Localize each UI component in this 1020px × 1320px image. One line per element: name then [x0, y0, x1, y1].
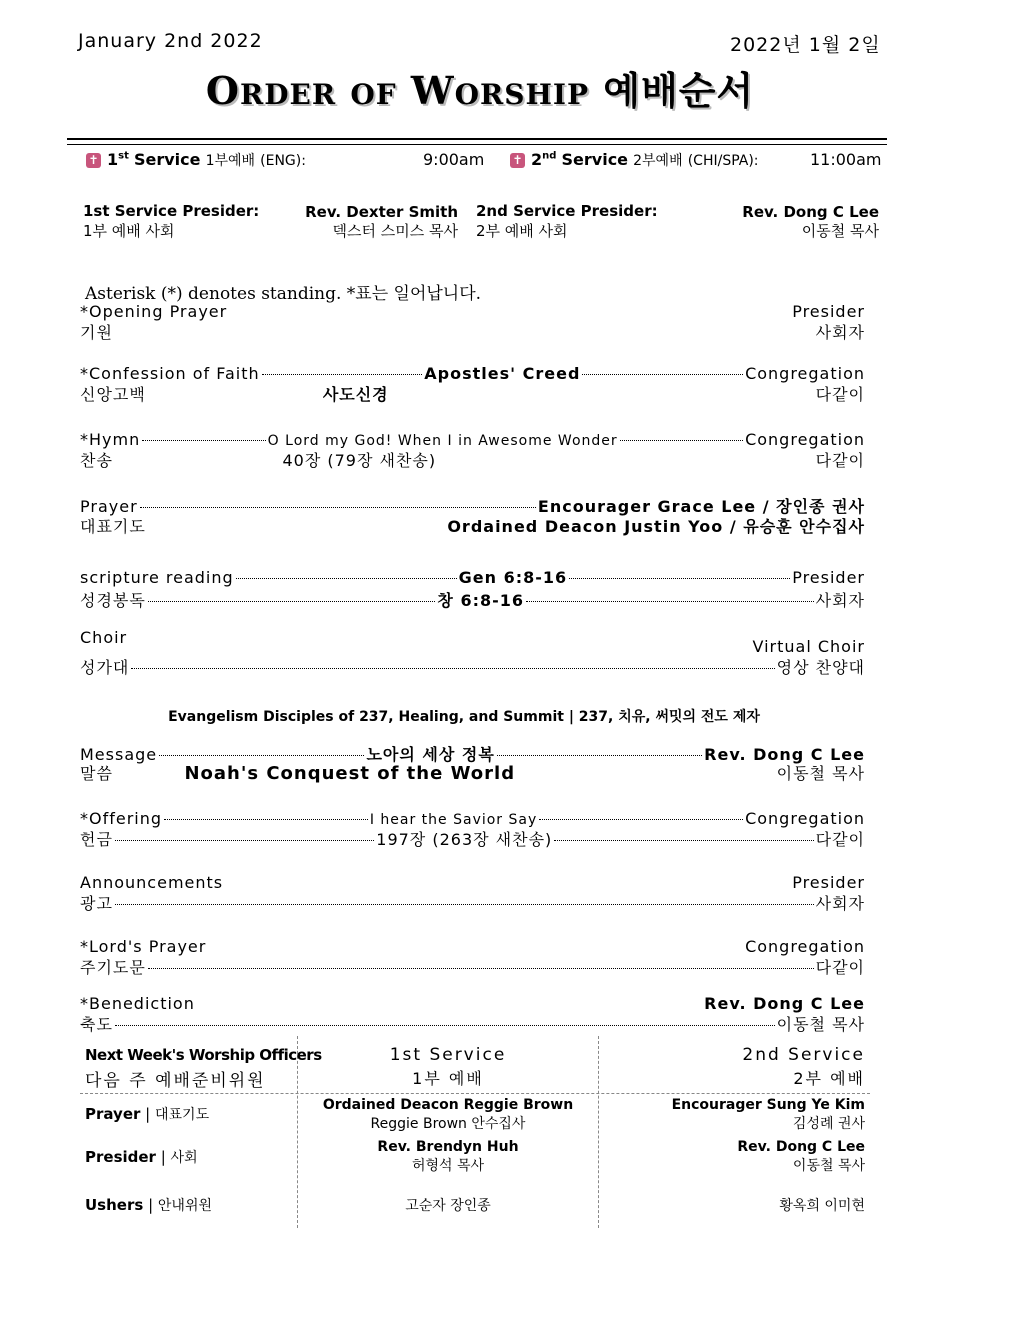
officers-row-label: Prayer | 대표기도: [85, 1105, 210, 1123]
order-scripture: scripture reading Gen 6:8-16 Presider 성경봉독 창 6:8-16 사회자: [80, 568, 865, 610]
officers-cell: Reggie Brown 안수집사: [370, 1116, 526, 1132]
officers-row-label: Ushers | 안내위원: [85, 1196, 212, 1214]
standing-note: Asterisk (*) denotes standing. *표는 일어납니다.: [85, 284, 482, 304]
cross-icon: ✝: [510, 153, 525, 168]
officers-col1-header: 1st Service: [389, 1045, 507, 1065]
second-presider-name-ko: 이동철 목사: [801, 222, 879, 240]
officers-cell: 이동철 목사: [792, 1158, 865, 1174]
officers-col2-header: 2nd Service: [742, 1045, 865, 1065]
second-presider-name: Rev. Dong C Lee: [742, 203, 879, 221]
order-benediction: *Benediction Rev. Dong C Lee 축도 이동철 목사: [80, 994, 865, 1034]
first-service-info: ✝ 1st Service 1부예배 (ENG):: [86, 150, 306, 170]
page-title: ORDER OF WORSHIP 예배순서: [205, 68, 755, 113]
second-service-time: 11:00am: [810, 150, 882, 169]
second-presider-label-ko: 2부 예배 사회: [476, 222, 568, 240]
first-presider-label: 1st Service Presider:: [83, 202, 260, 220]
officers-cell: 고순자 장인종: [405, 1198, 491, 1214]
order-hymn: *Hymn O Lord my God! When I in Awesome Wonder Congregation 찬송 40장 (79장 새찬송) 다같이: [80, 430, 866, 470]
officers-cell: 허형석 목사: [411, 1158, 485, 1174]
first-presider-label-ko: 1부 예배 사회: [83, 222, 175, 240]
officers-header-rule: [80, 1093, 870, 1094]
officers-cell: 황옥희 이미현: [779, 1198, 865, 1214]
officers-cell: Rev. Brendyn Huh: [377, 1139, 519, 1155]
order-choir: Choir Virtual Choir 성가대 영상 찬양대: [80, 628, 865, 677]
officers-cell: Ordained Deacon Reggie Brown: [322, 1097, 574, 1113]
officers-row-label: Presider | 사회: [85, 1148, 198, 1166]
order-prayer: Prayer Encourager Grace Lee / 장인종 권사 대표기도 Ordained Deacon Justin Yoo / 유승훈 안수집사: [80, 497, 865, 536]
order-announcements: Announcements Presider 광고 사회자: [80, 873, 865, 913]
officers-cell: 김성례 권사: [792, 1116, 865, 1132]
officers-col2-header-ko: 2부 예배: [793, 1069, 865, 1088]
officers-title: Next Week's Worship Officers: [85, 1046, 322, 1064]
order-lords-prayer: *Lord's Prayer Congregation 주기도문 다같이: [80, 937, 865, 977]
date-english: January 2nd 2022: [78, 30, 263, 52]
order-message: Message 노아의 세상 정복 Rev. Dong C Lee 말씀 Noah's Conquest of the World 이동철 목사: [80, 745, 865, 784]
title-rule-bottom: [67, 144, 887, 145]
title-rule-top: [67, 138, 887, 140]
order-confession: *Confession of Faith Apostles' Creed Congregation 신앙고백 사도신경 다같이: [80, 364, 865, 404]
officers-divider-2: [598, 1036, 599, 1228]
date-korean: 2022년 1월 2일: [730, 34, 881, 56]
order-offering: *Offering I hear the Savior Say Congregation 헌금 197장 (263장 새찬송) 다같이: [80, 809, 866, 849]
evangelism-theme: Evangelism Disciples of 237, Healing, and Summit | 237, 치유, 써밋의 전도 제자: [168, 709, 760, 725]
first-presider-name-ko: 덱스터 스미스 목사: [332, 222, 458, 240]
order-opening-prayer: *Opening Prayer Presider 기원 사회자: [80, 302, 865, 342]
officers-col1-header-ko: 1부 예배: [412, 1069, 484, 1088]
cross-icon: ✝: [86, 153, 101, 168]
second-service-info: ✝ 2nd Service 2부예배 (CHI/SPA):: [510, 150, 759, 170]
first-service-time: 9:00am: [423, 150, 485, 169]
officers-cell: Rev. Dong C Lee: [737, 1139, 865, 1155]
officers-title-ko: 다음 주 예배준비위원: [85, 1071, 266, 1091]
officers-cell: Encourager Sung Ye Kim: [671, 1097, 865, 1113]
first-presider-name: Rev. Dexter Smith: [305, 203, 458, 221]
second-presider-label: 2nd Service Presider:: [476, 202, 658, 220]
